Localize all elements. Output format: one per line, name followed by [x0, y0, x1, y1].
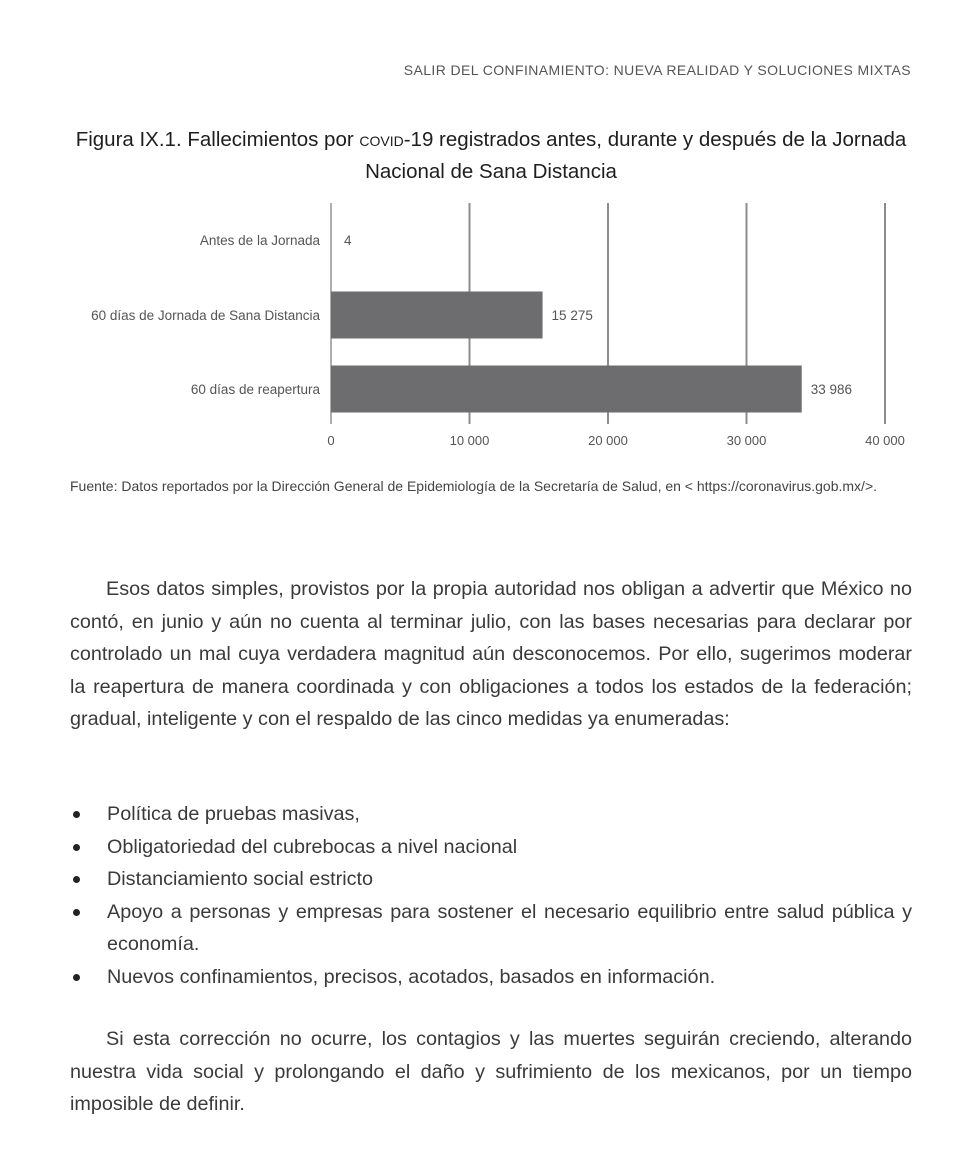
bar — [331, 292, 543, 339]
measures-list — [70, 798, 912, 994]
list-item: Obligatoriedad del cubrebocas a nivel nacional — [70, 831, 912, 864]
x-tick-label: 0 — [327, 433, 335, 448]
bar-chart — [0, 195, 971, 460]
x-tick-label: 30 000 — [726, 433, 767, 448]
figure-title-prefix: Figura IX.1. Fallecimientos por — [75, 128, 360, 151]
bar — [331, 366, 802, 413]
category-label: 60 días de Jornada de Sana Distancia — [91, 308, 320, 323]
paragraph-intro: Esos datos simples, provistos por la propia autoridad nos obligan a advertir que México no contó, en junio y aún no cuenta al terminar julio, con las bases necesarias para declarar por controlado un mal cuya verdadera magnitud aún desconocemos. Por ello, sugerimos moderar la reapertura de manera coordinada y con obligaciones a todos los estados de la federación; gradual, inteligente y con el respaldo de las cinco medidas ya enumeradas: — [70, 578, 912, 731]
list-item: Distanciamiento social estricto — [70, 863, 912, 896]
figure-title-smallcaps: covid — [359, 128, 404, 151]
figure-title — [70, 124, 912, 188]
data-label: 15 275 — [551, 308, 593, 323]
figure-title-rest: -19 registrados antes, durante y después de la Jornada Nacional de Sana Distancia — [365, 128, 907, 183]
x-tick-label: 20 000 — [588, 433, 628, 448]
category-label: Antes de la Jornada — [199, 233, 320, 248]
x-tick-label: 40 000 — [865, 433, 905, 448]
data-label: 33 986 — [810, 382, 853, 397]
list-item: Nuevos confinamientos, precisos, acotados, basados en información. — [70, 961, 912, 994]
paragraph-conclusion: Si esta corrección no ocurre, los contagios y las muertes seguirán creciendo, alterando nuestra vida social y prolongando el daño y sufrimiento de los mexicanos, por un tiempo imposible de definir. — [70, 1028, 912, 1116]
running-head: SALIR DEL CONFINAMIENTO: NUEVA REALIDAD Y SOLUCIONES MIXTAS — [403, 62, 911, 78]
category-label: 60 días de reapertura — [190, 382, 320, 397]
x-tick-label: 10 000 — [449, 433, 490, 448]
data-label: 4 — [344, 233, 352, 248]
list-item: Política de pruebas masivas, — [70, 798, 912, 831]
figure-source: Fuente: Datos reportados por la Dirección General de Epidemiología de la Secretaría de Salud, en < https://coronavirus.gob.mx/>. — [70, 478, 878, 494]
list-item: Apoyo a personas y empresas para sostener el necesario equilibrio entre salud pública y economía. — [70, 896, 912, 961]
